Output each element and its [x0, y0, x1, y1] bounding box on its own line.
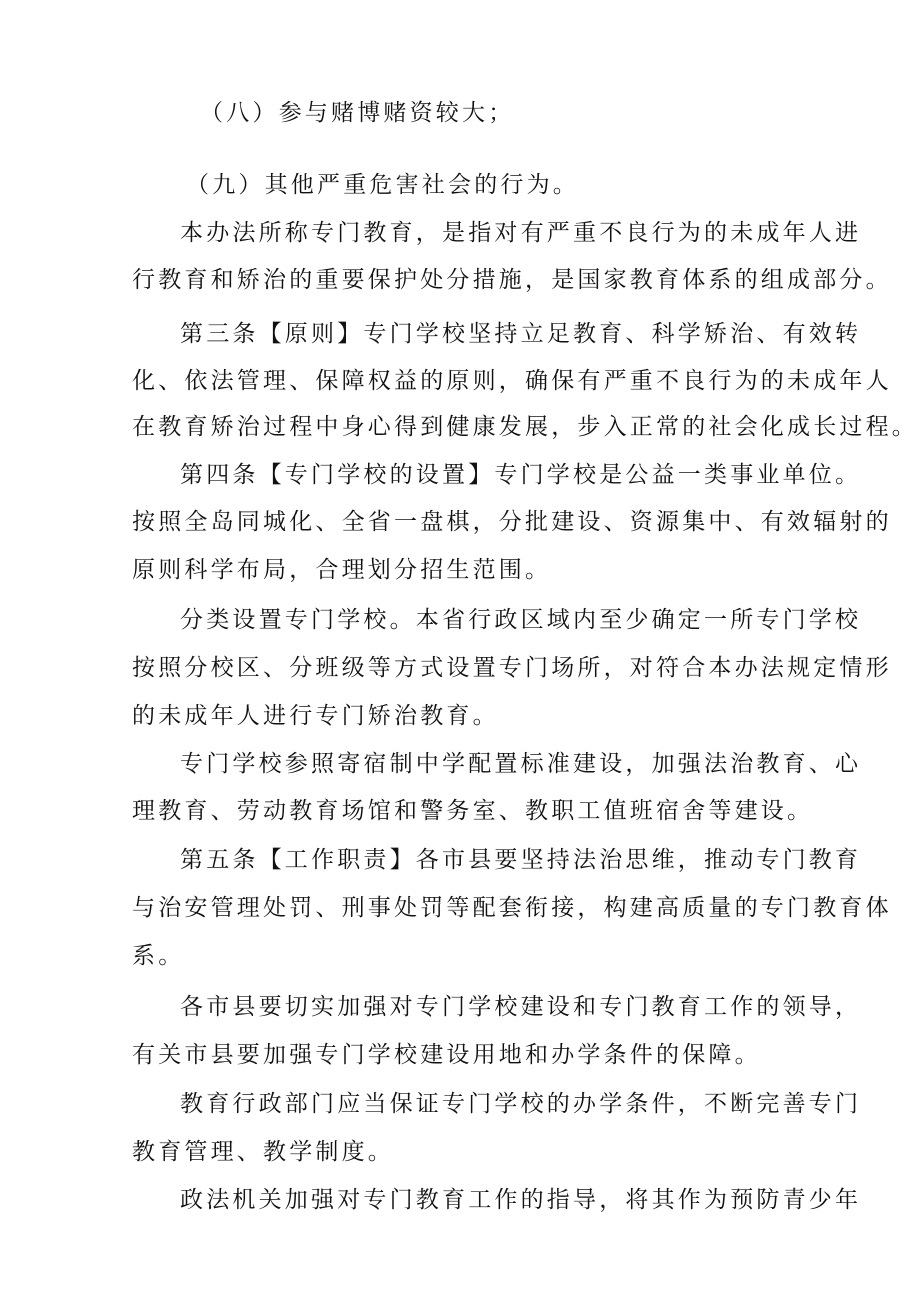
text-line: 的未成年人进行专门矫治教育。: [132, 703, 499, 729]
text-line: 分类设置专门学校。本省行政区域内至少确定一所专门学校: [180, 607, 862, 633]
text-line: 在教育矫治过程中身心得到健康发展，步入正常的社会化成长过程。: [132, 414, 918, 440]
text-line: 按照分校区、分班级等方式设置专门场所，对符合本办法规定情形: [132, 655, 892, 681]
text-line: 化、依法管理、保障权益的原则，确保有严重不良行为的未成年人: [132, 368, 892, 394]
text-line: 教育行政部门应当保证专门学校的办学条件，不断完善专门: [180, 1091, 862, 1117]
text-line: 行教育和矫治的重要保护处分措施，是国家教育体系的组成部分。: [132, 267, 892, 293]
text-line: 按照全岛同城化、全省一盘棋，分批建设、资源集中、有效辐射的: [132, 509, 892, 535]
text-line: 第五条【工作职责】各市县要坚持法治思维，推动专门教育: [180, 847, 862, 873]
text-line: （八）参与赌博赌资较大；: [200, 100, 515, 126]
text-line: 本办法所称专门教育，是指对有严重不良行为的未成年人进: [180, 220, 862, 246]
text-line: 第四条【专门学校的设置】专门学校是公益一类事业单位。: [180, 462, 862, 488]
text-line: 政法机关加强对专门教育工作的指导，将其作为预防青少年: [180, 1187, 862, 1213]
text-line: 与治安管理处罚、刑事处罚等配套衔接，构建高质量的专门教育体: [132, 895, 892, 921]
text-line: 专门学校参照寄宿制中学配置标准建设，加强法治教育、心: [180, 751, 862, 777]
text-line: 系。: [132, 943, 185, 969]
text-line: 第三条【原则】专门学校坚持立足教育、科学矫治、有效转: [180, 321, 862, 347]
text-line: 有关市县要加强专门学校建设用地和办学条件的保障。: [132, 1042, 761, 1068]
text-line: 各市县要切实加强对专门学校建设和专门教育工作的领导，: [180, 994, 862, 1020]
text-line: 原则科学布局，合理划分招生范围。: [132, 557, 552, 583]
text-line: 教育管理、教学制度。: [132, 1139, 394, 1165]
text-line: （九）其他严重危害社会的行为。: [186, 172, 579, 198]
text-line: 理教育、劳动教育场馆和警务室、教职工值班宿舍等建设。: [132, 798, 814, 824]
